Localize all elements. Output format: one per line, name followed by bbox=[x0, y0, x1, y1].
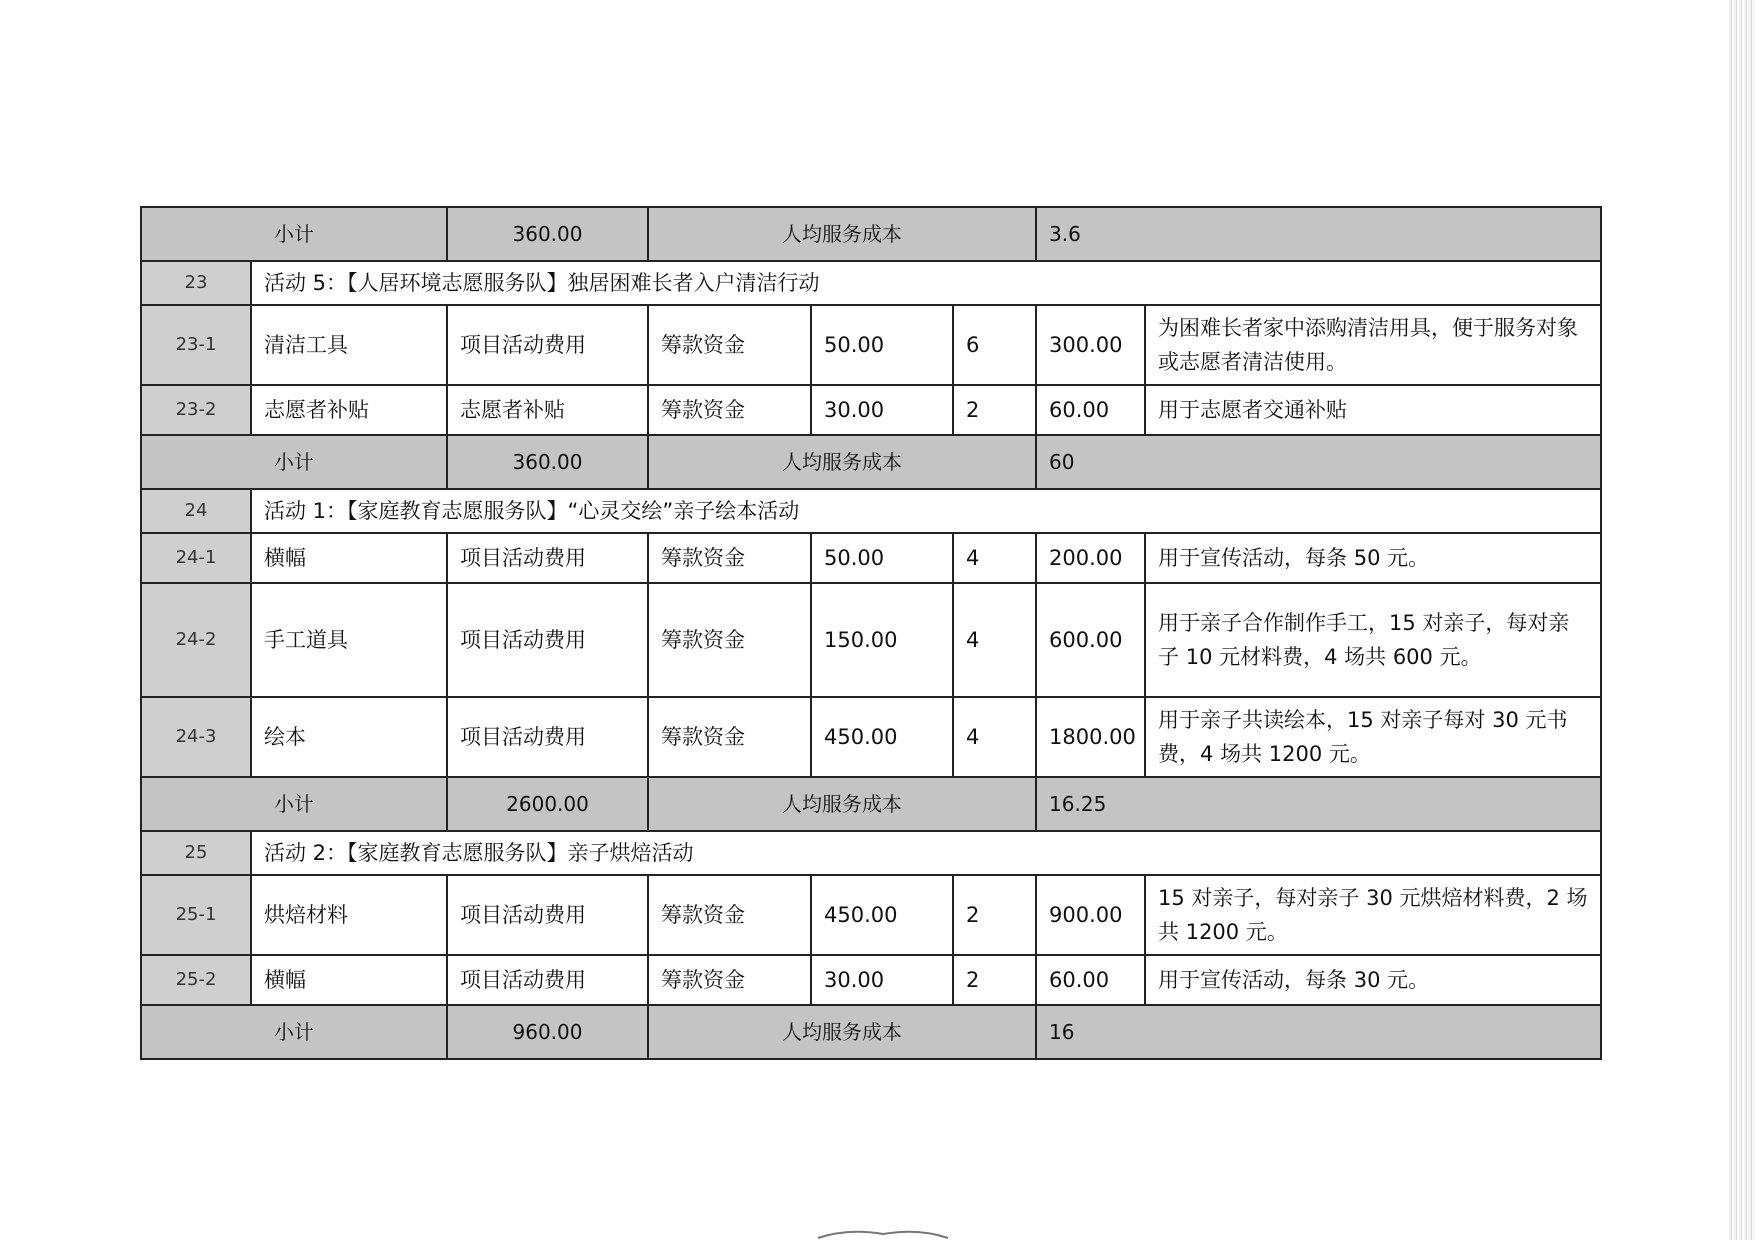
item-total: 600.00 bbox=[1036, 583, 1145, 697]
subtotal-row bbox=[141, 435, 1601, 489]
item-source: 筹款资金 bbox=[648, 875, 811, 955]
item-qty: 4 bbox=[953, 697, 1036, 777]
item-category: 项目活动费用 bbox=[447, 955, 648, 1005]
item-name: 绘本 bbox=[251, 697, 447, 777]
subtotal-amount: 2600.00 bbox=[447, 777, 648, 831]
item-price: 50.00 bbox=[811, 533, 953, 583]
subtotal-amount: 360.00 bbox=[447, 435, 648, 489]
activity-row bbox=[141, 489, 1601, 533]
subtotal-amount: 360.00 bbox=[447, 207, 648, 261]
item-index: 25-2 bbox=[141, 955, 251, 1005]
item-total: 900.00 bbox=[1036, 875, 1145, 955]
per-capita-cost-value: 16 bbox=[1036, 1005, 1601, 1059]
item-source: 筹款资金 bbox=[648, 533, 811, 583]
item-index: 23-2 bbox=[141, 385, 251, 435]
subtotal-row bbox=[141, 1005, 1601, 1059]
item-source: 筹款资金 bbox=[648, 385, 811, 435]
item-category: 项目活动费用 bbox=[447, 697, 648, 777]
item-price: 30.00 bbox=[811, 385, 953, 435]
item-index: 24-1 bbox=[141, 533, 251, 583]
activity-index: 23 bbox=[141, 261, 251, 305]
item-source: 筹款资金 bbox=[648, 955, 811, 1005]
item-category: 志愿者补贴 bbox=[447, 385, 648, 435]
item-price: 450.00 bbox=[811, 875, 953, 955]
item-note: 用于宣传活动，每条 30 元。 bbox=[1145, 955, 1601, 1005]
item-source: 筹款资金 bbox=[648, 305, 811, 385]
table-row bbox=[141, 697, 1601, 777]
subtotal-amount: 960.00 bbox=[447, 1005, 648, 1059]
item-price: 50.00 bbox=[811, 305, 953, 385]
item-total: 60.00 bbox=[1036, 385, 1145, 435]
subtotal-row bbox=[141, 207, 1601, 261]
item-source: 筹款资金 bbox=[648, 583, 811, 697]
table-row bbox=[141, 305, 1601, 385]
per-capita-cost-label: 人均服务成本 bbox=[648, 435, 1036, 489]
subtotal-row bbox=[141, 777, 1601, 831]
item-index: 24-2 bbox=[141, 583, 251, 697]
item-qty: 2 bbox=[953, 955, 1036, 1005]
item-total: 200.00 bbox=[1036, 533, 1145, 583]
item-category: 项目活动费用 bbox=[447, 533, 648, 583]
item-name: 横幅 bbox=[251, 955, 447, 1005]
item-total: 60.00 bbox=[1036, 955, 1145, 1005]
item-name: 志愿者补贴 bbox=[251, 385, 447, 435]
activity-index: 25 bbox=[141, 831, 251, 875]
subtotal-label: 小计 bbox=[141, 207, 447, 261]
table-row bbox=[141, 385, 1601, 435]
item-category: 项目活动费用 bbox=[447, 583, 648, 697]
item-qty: 2 bbox=[953, 875, 1036, 955]
activity-row bbox=[141, 831, 1601, 875]
table-row bbox=[141, 955, 1601, 1005]
subtotal-label: 小计 bbox=[141, 1005, 447, 1059]
activity-row bbox=[141, 261, 1601, 305]
per-capita-cost-label: 人均服务成本 bbox=[648, 207, 1036, 261]
item-qty: 6 bbox=[953, 305, 1036, 385]
item-qty: 4 bbox=[953, 533, 1036, 583]
item-note: 15 对亲子，每对亲子 30 元烘焙材料费，2 场共 1200 元。 bbox=[1145, 875, 1601, 955]
table-row bbox=[141, 583, 1601, 697]
item-qty: 2 bbox=[953, 385, 1036, 435]
item-total: 1800.00 bbox=[1036, 697, 1145, 777]
per-capita-cost-value: 60 bbox=[1036, 435, 1601, 489]
per-capita-cost-value: 3.6 bbox=[1036, 207, 1601, 261]
item-index: 23-1 bbox=[141, 305, 251, 385]
item-category: 项目活动费用 bbox=[447, 305, 648, 385]
binding-mark bbox=[808, 1228, 958, 1240]
item-total: 300.00 bbox=[1036, 305, 1145, 385]
item-note: 用于宣传活动，每条 50 元。 bbox=[1145, 533, 1601, 583]
item-note: 为困难长者家中添购清洁用具，便于服务对象或志愿者清洁使用。 bbox=[1145, 305, 1601, 385]
per-capita-cost-value: 16.25 bbox=[1036, 777, 1601, 831]
budget-table bbox=[140, 206, 1602, 1060]
item-name: 烘焙材料 bbox=[251, 875, 447, 955]
item-index: 25-1 bbox=[141, 875, 251, 955]
activity-title: 活动 1：【家庭教育志愿服务队】“心灵交绘”亲子绘本活动 bbox=[251, 489, 1601, 533]
item-name: 清洁工具 bbox=[251, 305, 447, 385]
table-row bbox=[141, 533, 1601, 583]
activity-title: 活动 5：【人居环境志愿服务队】独居困难长者入户清洁行动 bbox=[251, 261, 1601, 305]
stamp-edge-icon bbox=[808, 1228, 958, 1240]
item-price: 30.00 bbox=[811, 955, 953, 1005]
item-price: 150.00 bbox=[811, 583, 953, 697]
item-note: 用于亲子共读绘本，15 对亲子每对 30 元书费，4 场共 1200 元。 bbox=[1145, 697, 1601, 777]
item-qty: 4 bbox=[953, 583, 1036, 697]
activity-index: 24 bbox=[141, 489, 251, 533]
item-price: 450.00 bbox=[811, 697, 953, 777]
item-category: 项目活动费用 bbox=[447, 875, 648, 955]
activity-title: 活动 2：【家庭教育志愿服务队】亲子烘焙活动 bbox=[251, 831, 1601, 875]
per-capita-cost-label: 人均服务成本 bbox=[648, 1005, 1036, 1059]
subtotal-label: 小计 bbox=[141, 777, 447, 831]
item-note: 用于志愿者交通补贴 bbox=[1145, 385, 1601, 435]
subtotal-label: 小计 bbox=[141, 435, 447, 489]
scanned-page-edge bbox=[1729, 0, 1755, 1240]
item-index: 24-3 bbox=[141, 697, 251, 777]
item-source: 筹款资金 bbox=[648, 697, 811, 777]
per-capita-cost-label: 人均服务成本 bbox=[648, 777, 1036, 831]
table-row bbox=[141, 875, 1601, 955]
item-note: 用于亲子合作制作手工，15 对亲子，每对亲子 10 元材料费，4 场共 600 元。 bbox=[1145, 583, 1601, 697]
item-name: 手工道具 bbox=[251, 583, 447, 697]
item-name: 横幅 bbox=[251, 533, 447, 583]
